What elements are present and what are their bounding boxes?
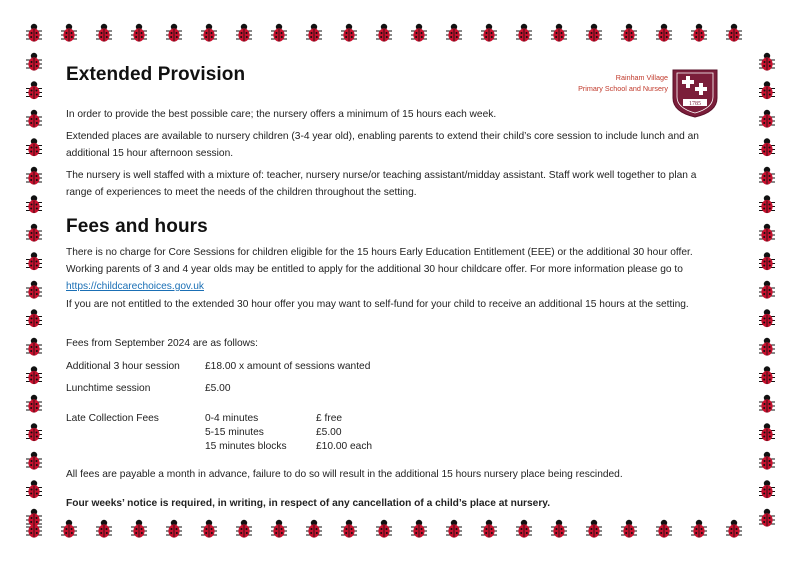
ladybird-icon xyxy=(271,520,287,538)
ladybird-icon xyxy=(411,520,427,538)
ladybird-icon xyxy=(759,395,775,413)
school-name: Rainham Village Primary School and Nursery xyxy=(578,73,668,93)
ladybird-icon xyxy=(516,24,532,42)
ladybird-icon xyxy=(586,24,602,42)
lunch-value: £5.00 xyxy=(205,383,231,394)
ladybird-icon xyxy=(551,24,567,42)
late-fee-2: £10.00 each xyxy=(316,441,373,452)
ladybird-icon xyxy=(166,520,182,538)
lunch-label: Lunchtime session xyxy=(66,383,151,394)
page-title: Extended Provision xyxy=(66,64,246,85)
ladybird-icon xyxy=(26,110,42,128)
late-range-2: 15 minutes blocks xyxy=(205,441,287,452)
ladybird-icon xyxy=(26,167,42,185)
ladybird-icon xyxy=(551,520,567,538)
ladybird-icon xyxy=(236,24,252,42)
ladybird-icon xyxy=(759,81,775,99)
ladybird-icon xyxy=(26,81,42,99)
late-collection-label: Late Collection Fees xyxy=(66,413,159,424)
ladybird-icon xyxy=(621,520,637,538)
ladybird-icon xyxy=(201,520,217,538)
ladybird-icon xyxy=(759,366,775,384)
cancellation-notice: Four weeks’ notice is required, in writing, in respect of any cancellation of a child’s place at nursery. xyxy=(66,498,551,509)
ladybird-icon xyxy=(96,24,112,42)
ladybird-icon xyxy=(61,520,77,538)
ladybird-icon xyxy=(759,53,775,71)
additional-session-label: Additional 3 hour session xyxy=(66,361,180,372)
ladybird-icon xyxy=(131,520,147,538)
ladybird-icon xyxy=(26,509,42,527)
ladybird-icon xyxy=(446,24,462,42)
ladybird-icon xyxy=(201,24,217,42)
ladybird-icon xyxy=(271,24,287,42)
intro-paragraph-1: In order to provide the best possible care; the nursery offers a minimum of 15 hours each week. xyxy=(66,109,497,120)
crest-year: 1785 xyxy=(689,101,701,107)
ladybird-icon xyxy=(376,520,392,538)
ladybird-icon xyxy=(586,520,602,538)
ladybird-icon xyxy=(759,252,775,270)
ladybird-icon xyxy=(759,224,775,242)
late-fee-0: £ free xyxy=(316,413,343,424)
ladybird-icon xyxy=(26,252,42,270)
ladybird-icon xyxy=(691,520,707,538)
fees-paragraph-2: If you are not entitled to the extended 30 hour offer you may want to self-fund for your child to receive an additional 15 hours at the setting. xyxy=(66,299,689,310)
ladybird-icon xyxy=(759,167,775,185)
additional-session-value: £18.00 x amount of sessions wanted xyxy=(205,361,371,372)
ladybird-icon xyxy=(726,24,742,42)
ladybird-icon xyxy=(26,195,42,213)
ladybird-icon xyxy=(759,423,775,441)
ladybird-icon xyxy=(131,24,147,42)
ladybird-icon xyxy=(656,520,672,538)
ladybird-icon xyxy=(759,338,775,356)
ladybird-icon xyxy=(26,452,42,470)
ladybird-icon xyxy=(759,110,775,128)
intro-paragraph-3: The nursery is well staffed with a mixture of: teacher, nursery nurse/or teaching assistant/midday assistant. Staff work well together to plan a range of experiences to meet the needs of the children throughout the setting. xyxy=(66,170,697,198)
childcare-choices-link[interactable]: https://childcarechoices.gov.uk xyxy=(66,281,204,292)
ladybird-icon xyxy=(759,195,775,213)
fees-title: Fees and hours xyxy=(66,216,208,237)
ladybird-icon xyxy=(621,24,637,42)
ladybird-icon xyxy=(26,309,42,327)
ladybird-icon xyxy=(26,53,42,71)
intro-paragraph-2: Extended places are available to nursery children (3-4 year old), enabling parents to extend their child’s core session to include lunch and an additional 15 hour afternoon session. xyxy=(66,131,699,159)
ladybird-icon xyxy=(691,24,707,42)
ladybird-icon xyxy=(341,24,357,42)
ladybird-icon xyxy=(726,520,742,538)
ladybird-icon xyxy=(26,423,42,441)
ladybird-icon xyxy=(166,24,182,42)
ladybird-icon xyxy=(26,138,42,156)
late-range-1: 5-15 minutes xyxy=(205,427,264,438)
ladybird-icon xyxy=(759,452,775,470)
ladybird-icon xyxy=(759,509,775,527)
ladybird-icon xyxy=(26,395,42,413)
ladybird-icon xyxy=(759,480,775,498)
ladybird-icon xyxy=(26,366,42,384)
ladybird-icon xyxy=(411,24,427,42)
advance-payment-note: All fees are payable a month in advance, failure to do so will result in the additional 15 hours nursery place being rescinded. xyxy=(66,469,623,480)
fees-paragraph-1: There is no charge for Core Sessions for children eligible for the 15 hours Early Education Entitlement (EEE) or the additional 30 hour offer. Working parents of 3 and 4 year olds may be entitled to apply for the additional 30 hour childcare offer. For more information please go to https://childcarechoices.gov.uk xyxy=(66,247,693,292)
ladybird-icon xyxy=(446,520,462,538)
ladybird-icon xyxy=(341,520,357,538)
ladybird-icon xyxy=(26,281,42,299)
late-fee-1: £5.00 xyxy=(316,427,342,438)
ladybird-icon xyxy=(516,520,532,538)
ladybird-icon xyxy=(26,338,42,356)
ladybird-icon xyxy=(26,480,42,498)
ladybird-icon xyxy=(236,520,252,538)
ladybird-icon xyxy=(656,24,672,42)
late-range-0: 0-4 minutes xyxy=(205,413,259,424)
fees-paragraph-3: Fees from September 2024 are as follows: xyxy=(66,338,258,349)
ladybird-icon xyxy=(759,309,775,327)
ladybird-icon xyxy=(481,24,497,42)
ladybird-icon xyxy=(376,24,392,42)
ladybird-icon xyxy=(96,520,112,538)
ladybird-icon xyxy=(26,224,42,242)
ladybird-icon xyxy=(759,138,775,156)
ladybird-icon xyxy=(26,24,42,42)
ladybird-icon xyxy=(61,24,77,42)
ladybird-icon xyxy=(759,281,775,299)
ladybird-icon xyxy=(481,520,497,538)
ladybird-icon xyxy=(306,520,322,538)
ladybird-icon xyxy=(306,24,322,42)
